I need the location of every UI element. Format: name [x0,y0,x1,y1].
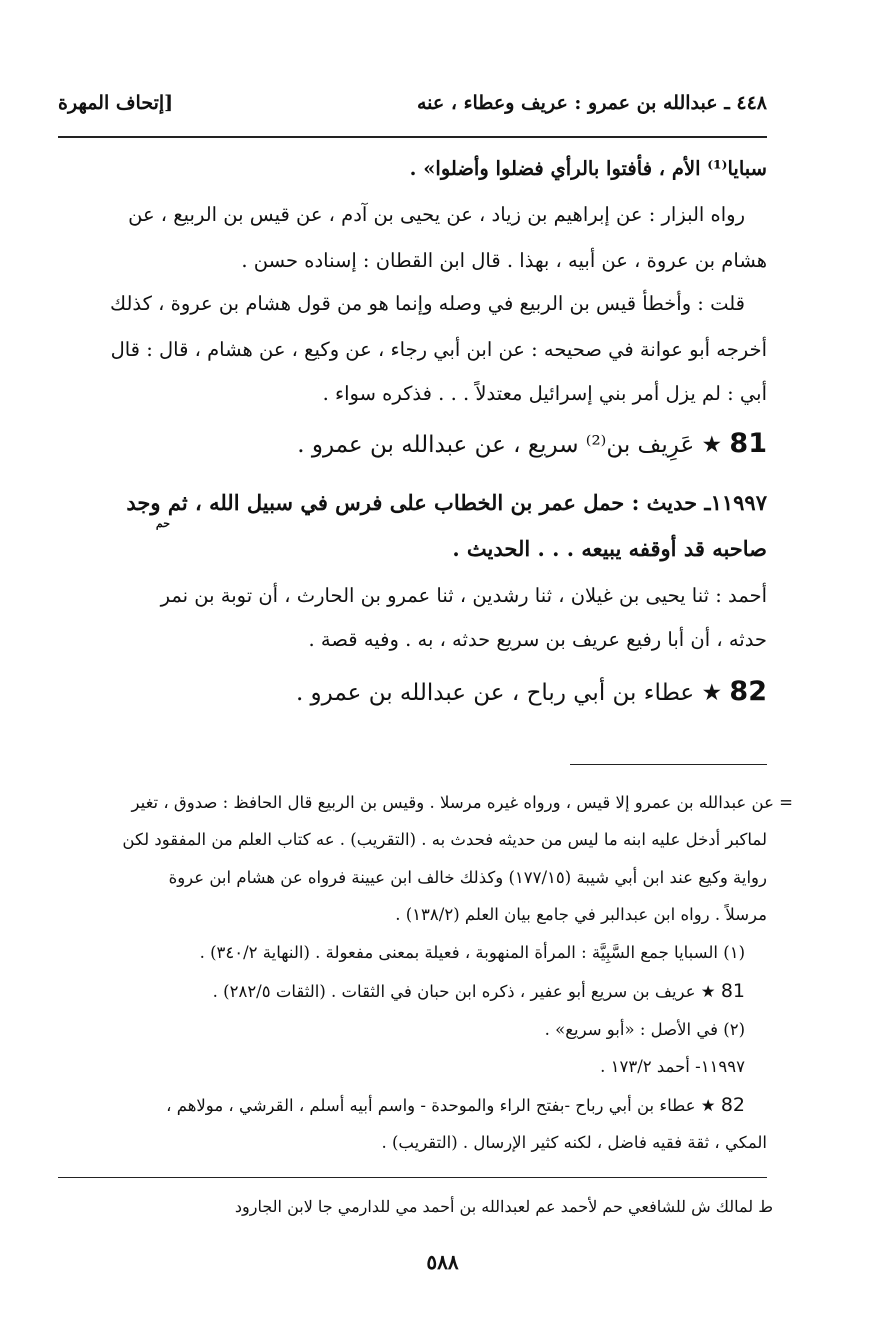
star-icon: ★ [701,680,723,706]
header-left-title: [إتحاف المهرة [58,92,174,114]
footnote-line-2: لماكبر أدخل عليه ابنه ما ليس من حديثه فحدث به . (التقريب) . عه كتاب العلم من المفقود لكن [122,830,767,849]
section-81-text: عَرِيف بن⁽²⁾ سريع ، عن عبدالله بن عمرو . [297,432,695,458]
body-line-2: رواه البزار : عن إبراهيم بن زياد ، عن يحيى بن آدم ، عن قيس بن الربيع ، عن [128,203,745,226]
section-82-heading [296,676,767,707]
body-line-4: قلت : وأخطأ قيس بن الربيع في وصله وإنما هو من قول هشام بن عروة ، كذلك [110,292,745,315]
body-line-3: هشام بن عروة ، عن أبيه ، بهذا . قال ابن القطان : إسناده حسن . [241,249,767,272]
header-right-title: ٤٤٨ ـ عبدالله بن عمرو : عريف وعطاء ، عنه [416,92,767,114]
ahmad-line-2: حدثه ، أن أبا رفيع عريف بن سريع حدثه ، به . وفيه قصة . [308,628,767,651]
page-number: ٥٨٨ [426,1250,459,1274]
body-line-6: أبي : لم يزل أمر بني إسرائيل معتدلاً . . . فذكره سواء . [322,382,767,405]
hadith-11997-line-1: ١١٩٩٧ـ حديث : حمل عمر بن الخطاب على فرس في سبيل الله ، ثم وجد [126,490,767,515]
footnote-separator [570,764,767,765]
abbreviation-key: ط لمالك ش للشافعي حم لأحمد عم لعبدالله بن أحمد مي للدارمي جا لابن الجارود [234,1197,773,1216]
footnote-line-4: مرسلاً . رواه ابن عبدالبر في جامع بيان العلم (١٣٨/٢) . [395,905,767,924]
section-81-heading [297,428,767,459]
key-separator [58,1177,767,1178]
section-81-number: 81 [729,428,767,459]
footnote-line-3: رواية وكيع عند ابن أبي شيبة (١٧٧/١٥) وكذلك خالف ابن عيينة فرواه عن هشام ابن عروة [168,868,767,887]
section-82-number: 82 [729,676,767,707]
footnote-line-1: = عن عبدالله بن عمرو إلا قيس ، ورواه غيره مرسلا . وقيس بن الربيع قال الحافظ : صدوق ، تغير [131,793,793,812]
footnote-81: 81 ★ عريف بن سريع أبو عفير ، ذكره ابن حبان في الثقات . (الثقات ٢٨٢/٥) . [212,980,745,1002]
star-icon: ★ [701,432,723,458]
hadith-source-mark: حم [155,517,170,530]
body-line-5: أخرجه أبو عوانة في صحيحه : عن ابن أبي رجاء ، عن وكيع ، عن هشام ، قال : قال [110,338,767,361]
star-icon: ★ [700,982,716,1001]
footnote-82-line-2: المكي ، ثقة فقيه فاضل ، لكنه كثير الإرسال . (التقريب) . [381,1133,767,1152]
body-line-1: سبايا⁽¹⁾ الأم ، فأفتوا بالرأي فضلوا وأضلوا» . [409,157,767,180]
ahmad-line-1: أحمد : ثنا يحيى بن غيلان ، ثنا رشدين ، ثنا عمرو بن الحارث ، أن توبة بن نمر [160,584,767,607]
header-rule [58,136,767,138]
section-82-text: عطاء بن أبي رباح ، عن عبدالله بن عمرو . [295,680,695,706]
footnote-11997: ١١٩٩٧- أحمد ١٧٣/٢ . [600,1057,745,1076]
footnote-1: (١) السبايا جمع السَّبِيَّة : المرأة المنهوبة ، فعيلة بمعنى مفعولة . (النهاية ٣٤٠/٢) . [199,943,745,962]
footnote-2: (٢) في الأصل : «أبو سريع» . [544,1020,745,1039]
hadith-11997-line-2: صاحبه قد أوقفه يبيعه . . . الحديث . [452,536,767,561]
footnote-82-line-1: 82 ★ عطاء بن أبي رباح -بفتح الراء والموحدة - واسم أبيه أسلم ، القرشي ، مولاهم ، [166,1094,745,1116]
star-icon: ★ [700,1096,716,1115]
